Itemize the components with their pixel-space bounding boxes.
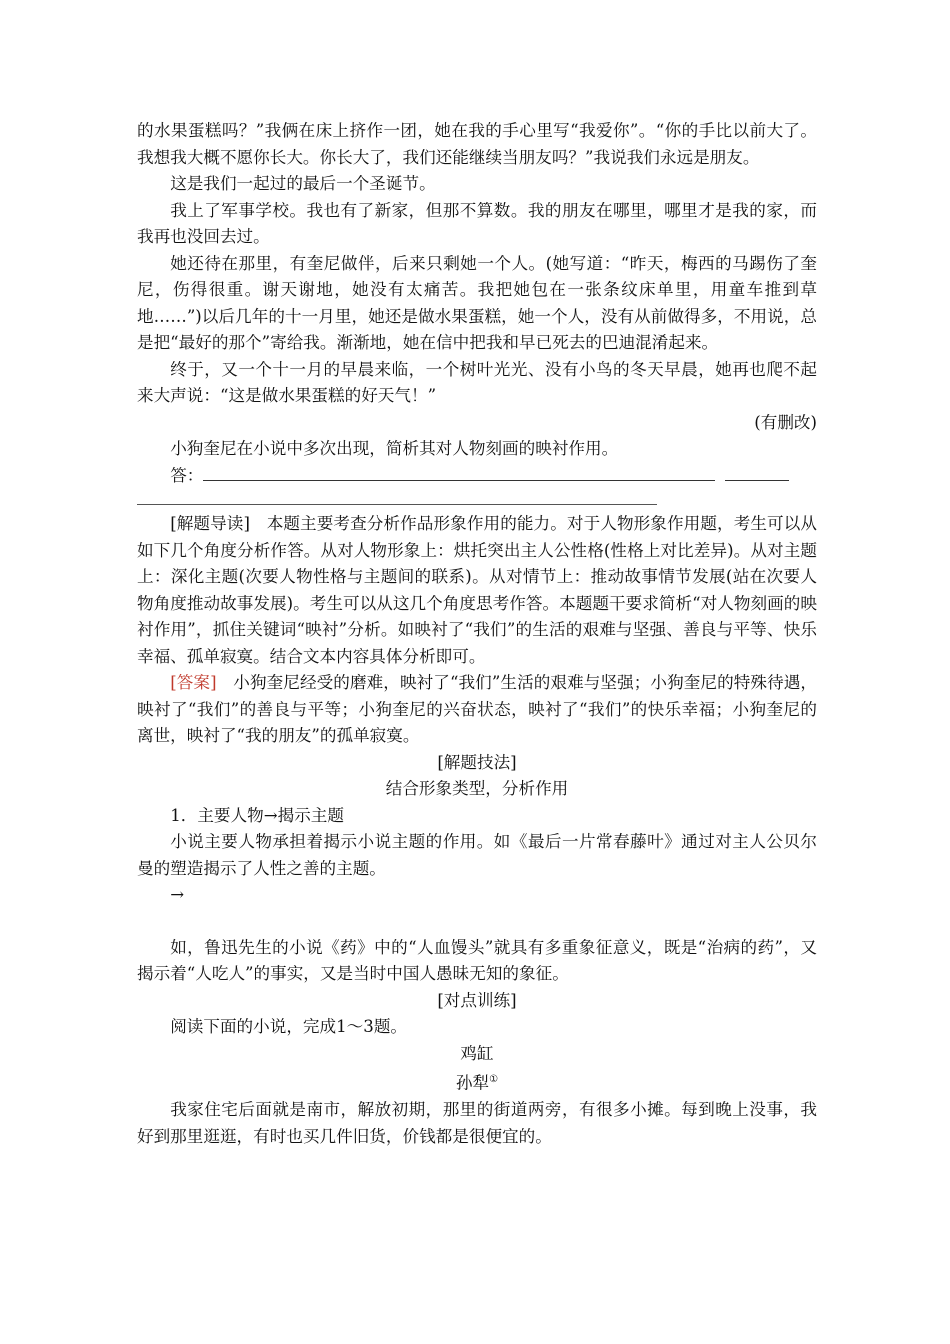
story-paragraph-5: 终于，又一个十一月的早晨来临，一个树叶光光、没有小鸟的冬天早晨，她再也爬不起来大声说：“这是做水果蛋糕的好天气！” [137,359,817,405]
story-paragraph-2: 这是我们一起过的最后一个圣诞节。 [170,174,436,193]
blank-gap [137,909,817,935]
answer-tag: [答案] [170,673,217,692]
guide-tag: [解题导读] [170,514,250,533]
arrow-line: → [170,885,185,904]
story-title: 鸡缸 [460,1043,494,1063]
story-paragraph-1: 的水果蛋糕吗？”我俩在床上挤作一团，她在我的手心里写“我爱你”。“你的手比以前大了。我想我大概不愿你长大。你长大了，我们还能继续当朋友吗？”我说我们永远是朋友。 [137,121,817,167]
guide-text: 本题主要考查分析作品形象作用的能力。对于人物形象作用题，考生可以从如下几个角度分析作答。从对人物形象上：烘托突出主人公性格(性格上对比差异)。从对主题上：深化主题(次要人物性格与主题间的联系)。从对情节上：推动故事情节发展(站在次要人物角度推动故事发展)。考生可以从这几个角度思考作答。本题题干要求简析“对人物刻画的映衬作用”，抓住关键词“映衬”分析。如映衬了“我们”的生活的艰难与坚强、善良与平等、快乐幸福、孤单寂寞。结合文本内容具体分析即可。 [137,514,817,666]
practice-heading: [对点训练] [437,990,517,1010]
section-divider [137,504,657,505]
technique-subheading: 结合形象类型，分析作用 [385,779,569,798]
answer-blank-1[interactable] [203,466,715,481]
story-author [137,1067,817,1097]
technique-item-title: 1．主要人物→揭示主题 [170,805,344,825]
technique-example: 如，鲁迅先生的小说《药》中的“人血馒头”就具有多重象征意义，既是“治病的药”，又揭示着“人吃人”的事实，又是当时中国人愚昧无知的象征。 [137,937,817,983]
practice-paragraph-1: 我家住宅后面就是南市，解放初期，那里的街道两旁，有很多小摊。每到晚上没事，我好到那里逛逛，有时也买几件旧货，价钱都是很便宜的。 [137,1100,817,1146]
document-page [137,118,817,1150]
story-paragraph-3: 我上了军事学校。我也有了新家，但那不算数。我的朋友在哪里，哪里才是我的家，而我再也没回去过。 [137,200,817,246]
author-name: 孙犁 [455,1073,490,1093]
answer-blank-2[interactable] [725,466,789,481]
source-note: (有删改) [754,412,817,432]
guide-paragraph [137,511,817,670]
story-paragraph-4: 她还待在那里，有奎尼做伴，后来只剩她一个人。(她写道：“昨天，梅西的马踢伤了奎尼，伤得很重。谢天谢地，她没有太痛苦。我把她包在一张条纹床单里，用童车推到草地……”)以后几年的十一月里，她还是做水果蛋糕，她一个人，没有从前做得多，不用说，总是把“最好的那个”寄给我。渐渐地，她在信中把我和早已死去的巴迪混淆起来。 [137,253,817,352]
answer-line [137,463,817,490]
footnote-marker[interactable]: ① [489,1074,499,1085]
answer-paragraph [137,670,817,750]
technique-item-text: 小说主要人物承担着揭示小说主题的作用。如《最后一片常春藤叶》通过对主人公贝尔曼的塑造揭示了人性之善的主题。 [137,832,817,878]
question-text: 小狗奎尼在小说中多次出现，简析其对人物刻画的映衬作用。 [170,439,619,458]
answer-label: 答： [170,465,204,485]
practice-instruction: 阅读下面的小说，完成1～3题。 [170,1017,408,1036]
technique-heading: [解题技法] [437,752,517,772]
answer-text: 小狗奎尼经受的磨难，映衬了“我们”生活的艰难与坚强；小狗奎尼的特殊待遇，映衬了“我们”的善良与平等；小狗奎尼的兴奋状态，映衬了“我们”的快乐幸福；小狗奎尼的离世，映衬了“我的朋友”的孤单寂寞。 [137,673,818,745]
